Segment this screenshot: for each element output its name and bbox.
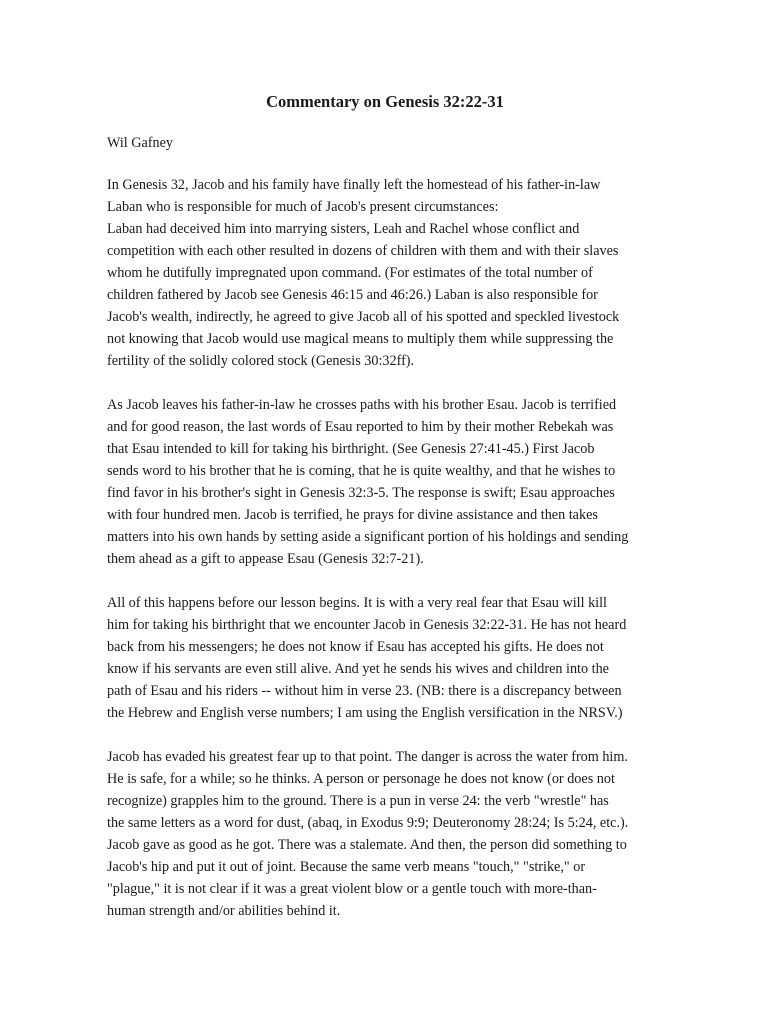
text-line: sends word to his brother that he is coming, that he is quite wealthy, and that he wishes to xyxy=(107,463,616,479)
document-title: Commentary on Genesis 32:22-31 xyxy=(266,92,504,111)
author-name: Wil Gafney xyxy=(107,135,174,151)
text-line: As Jacob leaves his father-in-law he crosses paths with his brother Esau. Jacob is terrified xyxy=(107,397,617,413)
text-line: competition with each other resulted in dozens of children with them and with their slaves xyxy=(107,243,619,259)
text-line: the Hebrew and English verse numbers; I am using the English versification in the NRSV.) xyxy=(107,705,623,721)
text-line: All of this happens before our lesson begins. It is with a very real fear that Esau will kill xyxy=(107,595,607,611)
text-line: Laban who is responsible for much of Jacob's present circumstances: xyxy=(107,199,499,215)
text-line: Jacob gave as good as he got. There was a stalemate. And then, the person did something to xyxy=(107,837,627,853)
text-line: Laban had deceived him into marrying sisters, Leah and Rachel whose conflict and xyxy=(107,221,580,237)
text-line: "plague," it is not clear if it was a great violent blow or a gentle touch with more-than- xyxy=(107,881,597,897)
text-line: with four hundred men. Jacob is terrified, he prays for divine assistance and then takes xyxy=(107,507,598,523)
body-paragraph xyxy=(107,746,663,922)
body-paragraph xyxy=(107,174,663,372)
text-line: whom he dutifully impregnated upon command. (For estimates of the total number of xyxy=(107,265,593,281)
text-line: him for taking his birthright that we encounter Jacob in Genesis 32:22-31. He has not heard xyxy=(107,617,627,633)
text-line: Jacob's hip and put it out of joint. Because the same verb means "touch," "strike," or xyxy=(107,859,586,875)
text-line: recognize) grapples him to the ground. There is a pun in verse 24: the verb "wrestle" has xyxy=(107,793,609,809)
text-line: and for good reason, the last words of Esau reported to him by their mother Rebekah was xyxy=(107,419,614,435)
text-line: Jacob has evaded his greatest fear up to that point. The danger is across the water from him. xyxy=(107,749,628,765)
text-line: the same letters as a word for dust, (abaq, in Exodus 9:9; Deuteronomy 28:24; Is 5:24, etc.). xyxy=(107,815,629,831)
text-line: find favor in his brother's sight in Genesis 32:3-5. The response is swift; Esau approaches xyxy=(107,485,615,501)
text-line: know if his servants are even still alive. And yet he sends his wives and children into the xyxy=(107,661,609,677)
body-paragraph xyxy=(107,592,663,724)
text-line: He is safe, for a while; so he thinks. A person or personage he does not know (or does not xyxy=(107,771,615,787)
text-line: not knowing that Jacob would use magical means to multiply them while suppressing the xyxy=(107,331,614,347)
text-line: Jacob's wealth, indirectly, he agreed to give Jacob all of his spotted and speckled livestock xyxy=(107,309,620,325)
document-body xyxy=(107,174,663,922)
text-line: back from his messengers; he does not know if Esau has accepted his gifts. He does not xyxy=(107,639,604,655)
text-line: that Esau intended to kill for taking his birthright. (See Genesis 27:41-45.) First Jacob xyxy=(107,441,595,457)
text-line: In Genesis 32, Jacob and his family have finally left the homestead of his father-in-law xyxy=(107,177,601,193)
text-line: human strength and/or abilities behind it. xyxy=(107,903,341,919)
text-line: matters into his own hands by setting aside a significant portion of his holdings and sending xyxy=(107,529,629,545)
text-line: them ahead as a gift to appease Esau (Genesis 32:7-21). xyxy=(107,551,424,567)
text-line: children fathered by Jacob see Genesis 46:15 and 46:26.) Laban is also responsible for xyxy=(107,287,598,303)
text-line: path of Esau and his riders -- without him in verse 23. (NB: there is a discrepancy between xyxy=(107,683,622,699)
document-page xyxy=(107,90,663,944)
body-paragraph xyxy=(107,394,663,570)
text-line: fertility of the solidly colored stock (Genesis 30:32ff). xyxy=(107,353,415,369)
